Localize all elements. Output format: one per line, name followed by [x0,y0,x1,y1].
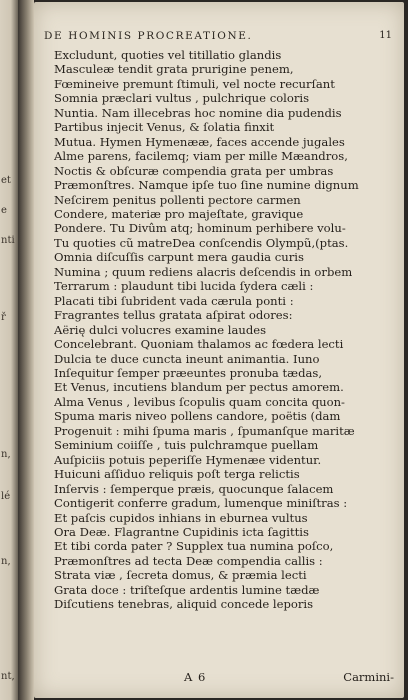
verse-line: Aërię dulci volucres examine laudes [54,322,267,337]
verse-line: Inſervis : ſemperque præis, quocunque ſalacem [54,481,334,496]
verse-line: Partibus injecit Venus, & ſolatia finxit [54,120,275,135]
verse-line: Præmonſtres ad tecta Deæ compendia callis : [54,553,323,568]
signature-mark: A 6 [184,670,207,684]
verse-line: Auſpiciis potuis peperiſſe Hymenæe videntur. [54,452,322,467]
verse-line: Mutua. Hymen Hymenææ, faces accende jugales [54,134,345,149]
margin-fragment: n, [1,556,11,567]
margin-fragment: n, [1,449,11,460]
running-head [34,30,404,44]
verse-line: Dulcia te duce cuncta ineunt animantia. Iuno [54,351,320,366]
verse-line: Ora Deæ. Flagrantne Cupidinis icta ſagittis [54,524,309,539]
margin-fragment: et [1,175,11,186]
book-page [34,2,404,698]
margin-fragment: nti [1,235,15,246]
verse-line: Condere, materiæ pro majeſtate, gravique [54,206,304,221]
verse-line: Contigerit conferre gradum, lumenque miniſtras : [54,496,348,511]
verse-line: Et paſcis cupidos inhians in eburnea vultus [54,510,308,525]
verse-line: Nuntia. Nam illecebras hoc nomine dia pudendis [54,105,342,120]
verse-line: Fœmineive premunt ſtimuli, vel nocte recurſant [54,76,335,91]
verse-line: Masculeæ tendit grata prurigine penem, [54,62,294,77]
verse-line: Progenuit : mihi ſpuma maris , ſpumanſque maritæ [54,423,355,438]
verse-line: Præmonſtres. Namque ipſe tuo ſine numine dignum [54,178,359,193]
verse-line: Concelebrant. Quoniam thalamos ac fœdera lecti [54,337,344,352]
verse-line: Spuma maris niveo pollens candore, poëtis (dam [54,409,341,424]
verse-line: Numina ; quum rediens alacris deſcendis in orbem [54,264,353,279]
verse-line: Noctis & obſcuræ compendia grata per umbras [54,163,334,178]
verse-line: Seminium coiiſſe , tuis pulchramque puellam [54,438,319,453]
verse-line: Grata doce : triſteſque ardentis lumine tædæ [54,582,320,597]
verse-line: Huicuni aſſiduo reliquis poſt terga relictis [54,467,300,482]
verse-line: Fragrantes tellus gratata aſpirat odores: [54,308,293,323]
verse-text-block [54,48,398,612]
verse-line: Excludunt, quoties vel titillatio glandis [54,48,282,62]
verse-line: Et Venus, incutiens blandum per pectus amorem. [54,380,344,395]
verse-line: Neſcirem penitus pollenti pectore carmen [54,192,301,207]
verse-line: Terrarum : plaudunt tibi lucida ſydera cæli : [54,279,314,294]
margin-fragment: nt, [1,671,15,682]
verse-line: Pondere. Tu Divûm atq; hominum perhibere volu- [54,221,346,236]
verse-line: Omnia diſcuſſis carpunt mera gaudia curis [54,250,304,265]
margin-fragment: ř [1,312,6,323]
verse-line: Alma Venus , levibus ſcopulis quam concita quon- [54,394,345,409]
page-number: 11 [379,30,392,41]
verse-line: Inſequitur ſemper præeuntes pronuba tædas, [54,365,323,380]
verse-line: Strata viæ , ſecreta domus, & præmia lecti [54,568,307,583]
verse-line: Placati tibi ſubrident vada cærula ponti : [54,293,294,308]
verse-line: Et tibi corda pater ? Supplex tua numina poſco, [54,539,334,554]
book-gutter [18,0,34,700]
catchword: Carmini- [343,670,394,684]
verse-line: Alme parens, facilemq; viam per mille Mæandros, [54,149,348,164]
running-head-title: DE HOMINIS PROCREATIONE. [44,30,253,42]
margin-fragment: lé [1,491,11,502]
previous-page-edge [0,0,18,700]
verse-line: Tu quoties cũ matreDea conſcendis Olympũ,(ptas. [54,235,349,250]
verse-line: Somnia præclari vultus , pulchrique coloris [54,91,310,106]
margin-fragment: e [1,205,7,216]
verse-line: Diſcutiens tenebras, aliquid concede leporis [54,597,314,612]
